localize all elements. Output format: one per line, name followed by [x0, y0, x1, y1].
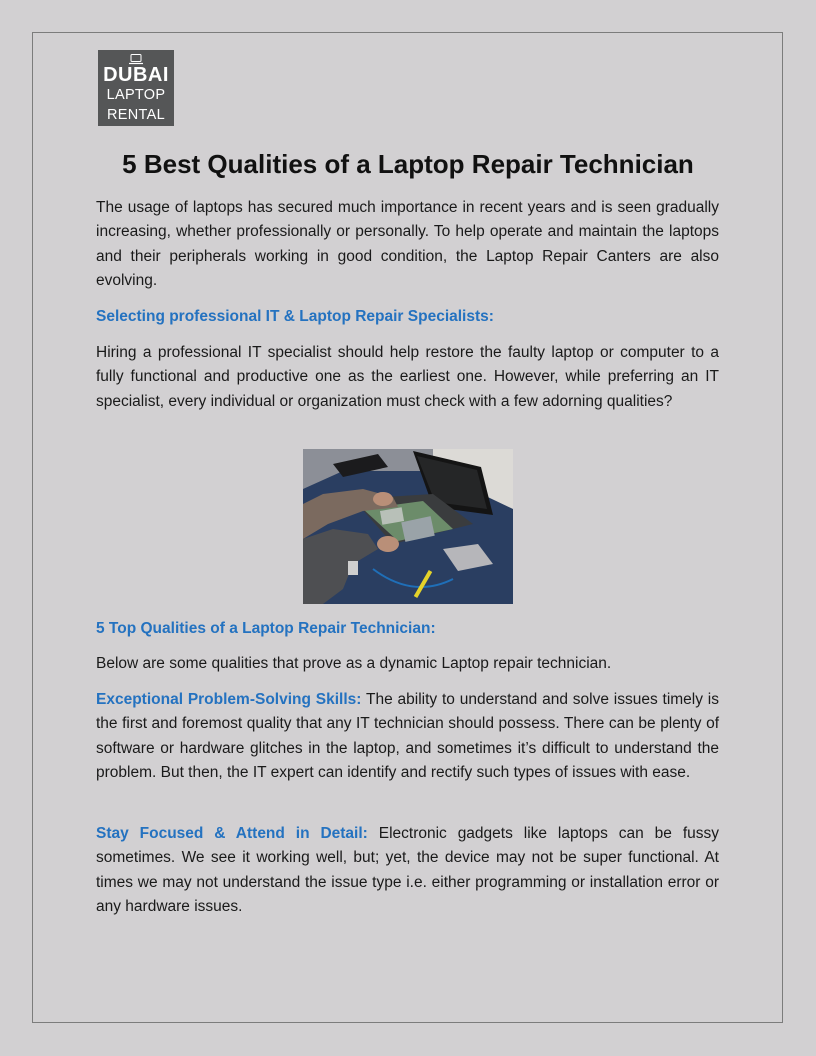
logo-text-dubai: DUBAI [103, 64, 169, 86]
section-heading-qualities: 5 Top Qualities of a Laptop Repair Technician: [96, 620, 436, 637]
intro-paragraph: The usage of laptops has secured much importance in recent years and is seen gradually increasing, whether professionally or personally. To help operate and maintain the laptops and their peripherals working in good condition, the Laptop Repair Canters are also evolving. [96, 199, 719, 290]
logo-text-laptop: LAPTOP [106, 87, 166, 103]
specialists-paragraph: Hiring a professional IT specialist should help restore the faulty laptop or computer to a fully functional and productive one as the earliest one. However, while preferring an IT specialist, every individual or organization must check with a few adorning qualities? [96, 344, 719, 410]
quality-focus-detail [96, 822, 719, 920]
quality-problem-solving-body: The ability to understand and solve issues timely is the first and foremost quality that any IT technician should possess. There can be plenty of software or hardware glitches in the laptop, and sometimes it’s difficult to understand the problem. But then, the IT expert can identify and rectify such types of issues with ease. [96, 691, 719, 782]
quality-problem-solving-lead: Exceptional Problem-Solving Skills: [96, 691, 362, 708]
quality-problem-solving [96, 688, 719, 786]
qualities-intro: Below are some qualities that prove as a dynamic Laptop repair technician. [96, 655, 612, 672]
quality-focus-detail-body: Electronic gadgets like laptops can be fussy sometimes. We see it working well, but; yet, the device may not be super functional. At times we may not understand the issue type i.e. either programming or installation error or any hardware issues. [96, 825, 720, 916]
logo-text-rental: RENTAL [107, 107, 165, 123]
company-logo [98, 50, 174, 126]
page-title: 5 Best Qualities of a Laptop Repair Technician [122, 149, 694, 179]
quality-focus-detail-lead: Stay Focused & Attend in Detail: [96, 825, 368, 842]
section-heading-specialists: Selecting professional IT & Laptop Repair Specialists: [96, 308, 494, 325]
laptop-repair-photo [303, 449, 513, 604]
